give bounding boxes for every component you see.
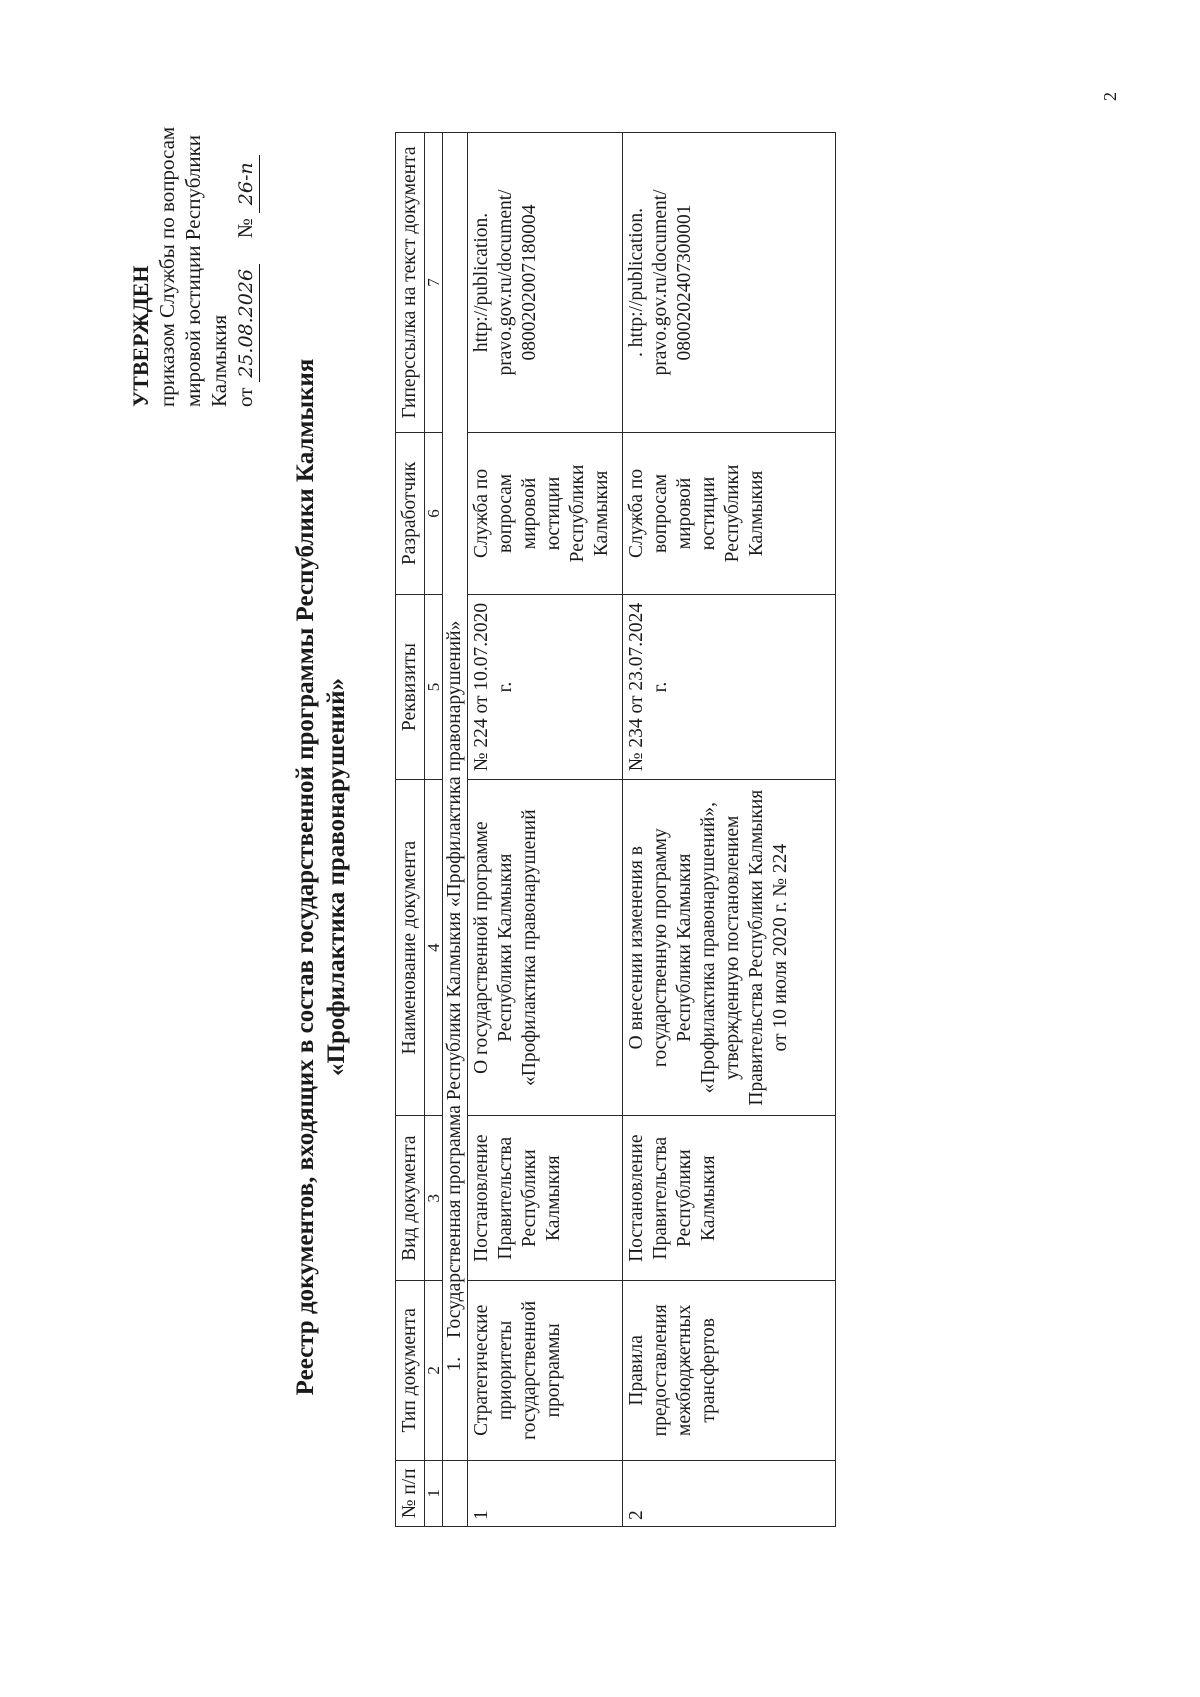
- column-number: 5: [425, 594, 443, 779]
- row-developer: Служба по вопросам мировой юстиции Республики Калмыкия: [468, 432, 623, 594]
- column-number: 2: [425, 1281, 443, 1460]
- approval-date: 25.08.2026: [233, 264, 260, 382]
- row-details: № 234 от 23.07.2024 г.: [623, 594, 836, 779]
- column-number: 1: [425, 1460, 443, 1526]
- row-type: Стратегические приоритеты государственной программы: [468, 1281, 623, 1460]
- header-link: Гиперссылка на текст документа: [396, 133, 425, 433]
- approval-number: 26-п: [233, 155, 260, 213]
- header-num: № п/п: [396, 1460, 425, 1526]
- row-name: О внесении изменения в государственную программу Республики Калмыкия «Профилактика правонарушений», утвержденную постановлением Правительства Республики Калмыкия от 10 июля 2020 г. № 224: [623, 780, 836, 1116]
- approval-stamp: [128, 77, 260, 407]
- header-name: Наименование документа: [396, 780, 425, 1116]
- document-title: [290, 167, 352, 1587]
- column-number-row: [425, 133, 443, 1527]
- row-link[interactable]: . http://publication. pravo.gov.ru/document/ 0800202407300001: [623, 133, 836, 433]
- section-row: [443, 133, 468, 1527]
- row-kind: Постановление Правительства Республики Калмыкия: [623, 1116, 836, 1281]
- approval-number-label: №: [233, 218, 257, 239]
- approval-line-2: мировой юстиции Республики: [181, 134, 205, 407]
- approval-line-3: Калмыкия: [207, 314, 231, 407]
- title-line-2: «Профилактика правонарушений»: [323, 678, 350, 1076]
- header-details: Реквизиты: [396, 594, 425, 779]
- header-developer: Разработчик: [396, 432, 425, 594]
- registry-table: [395, 132, 836, 1527]
- column-number: 3: [425, 1116, 443, 1281]
- section-number: 1.: [444, 1356, 465, 1372]
- row-details: № 224 от 10.07.2020 г.: [468, 594, 623, 779]
- approval-from-label: от: [233, 387, 257, 407]
- column-number: 6: [425, 432, 443, 594]
- row-link[interactable]: http://publication. pravo.gov.ru/document/ 0800202007180004: [468, 133, 623, 433]
- row-type: Правила предоставления межбюджетных трансфертов: [623, 1281, 836, 1460]
- section-cell: [443, 133, 468, 1461]
- row-name: О государственной программе Республики Калмыкия «Профилактика правонарушений: [468, 780, 623, 1116]
- table-row: [623, 133, 836, 1527]
- approval-date-line: [232, 77, 260, 407]
- column-number: 7: [425, 133, 443, 433]
- table-row: [468, 133, 623, 1527]
- page-number: 2: [1100, 92, 1120, 101]
- row-num: 2: [623, 1460, 836, 1526]
- row-kind: Постановление Правительства Республики Калмыкия: [468, 1116, 623, 1281]
- header-type: Тип документа: [396, 1281, 425, 1460]
- approval-heading: УТВЕРЖДЕН: [128, 265, 153, 407]
- title-line-1: Реестр документов, входящих в состав государственной программы Республики Калмыкия: [292, 358, 319, 1396]
- column-number: 4: [425, 780, 443, 1116]
- header-kind: Вид документа: [396, 1116, 425, 1281]
- row-num: 1: [468, 1460, 623, 1526]
- approval-line-1: приказом Службы по вопросам: [155, 126, 179, 407]
- section-title: Государственная программа Республики Калмыкия «Профилактика правонарушений»: [444, 620, 465, 1339]
- table-header-row: [396, 133, 425, 1527]
- row-developer: Служба по вопросам мировой юстиции Республики Калмыкия: [623, 432, 836, 594]
